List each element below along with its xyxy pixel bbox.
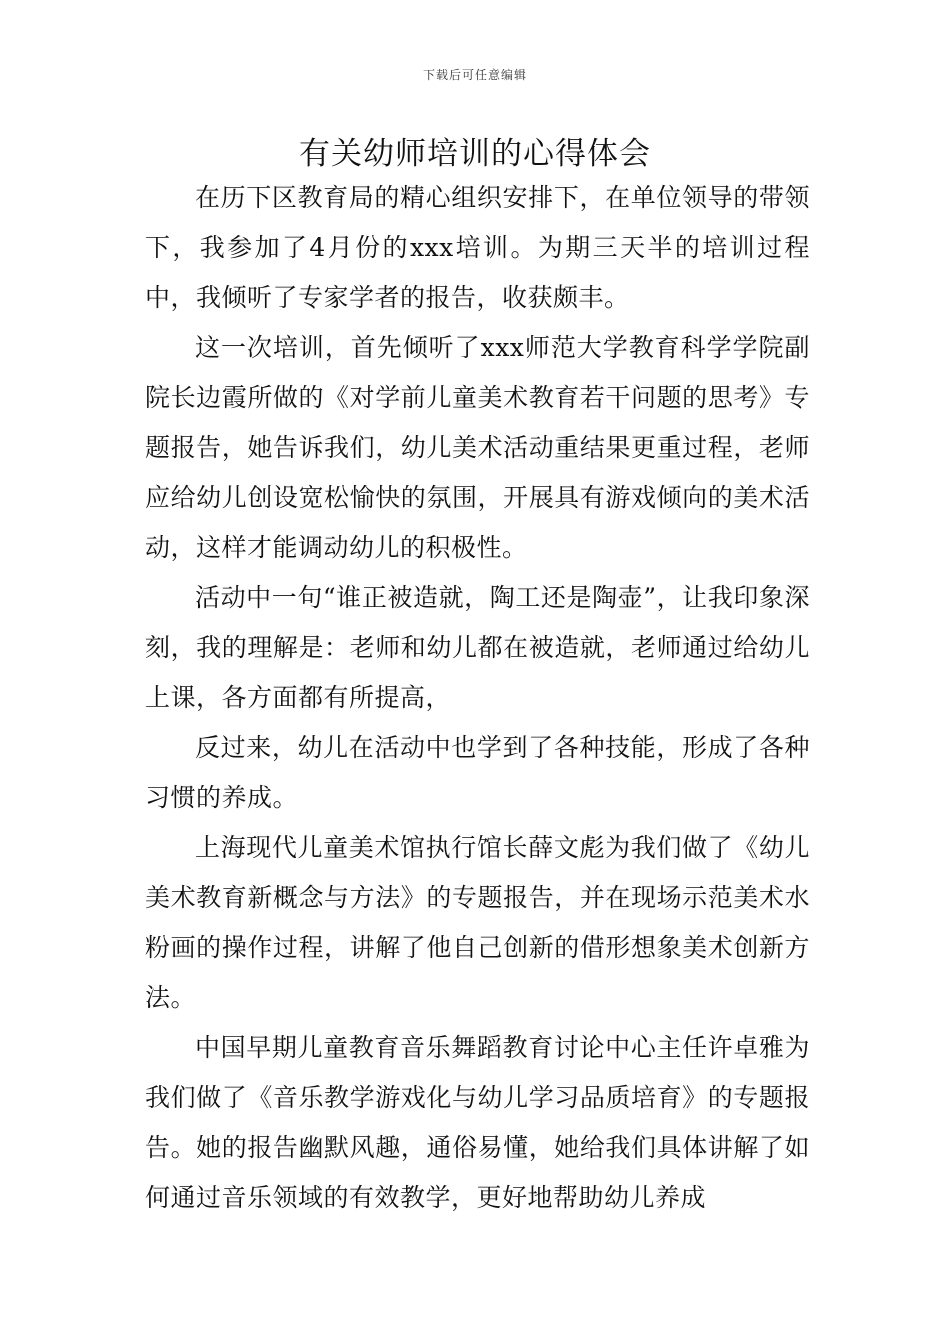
- document-title: 有关幼师培训的心得体会: [299, 136, 651, 172]
- paragraph-5: 上海现代儿童美术馆执行馆长薛文彪为我们做了《幼儿美术教育新概念与方法》的专题报告，并在现场示范美术水粉画的操作过程，讲解了他自己创新的借形想象美术创新方法。: [145, 833, 810, 1012]
- paragraph-1: 在历下区教育局的精心组织安排下，在单位领导的带领下，我参加了4月份的xxx培训。为期三天半的培训过程中，我倾听了专家学者的报告，收获颇丰。: [145, 183, 810, 312]
- paragraph-6: 中国早期儿童教育音乐舞蹈教育讨论中心主任许卓雅为我们做了《音乐教学游戏化与幼儿学习品质培育》的专题报告。她的报告幽默风趣，通俗易懂，她给我们具体讲解了如何通过音乐领域的有效教学，更好地帮助幼儿养成: [145, 1033, 810, 1212]
- header-note: 下载后可任意编辑: [422, 68, 527, 82]
- paragraph-2: 这一次培训，首先倾听了xxx师范大学教育科学学院副院长边霞所做的《对学前儿童美术教育若干问题的思考》专题报告，她告诉我们，幼儿美术活动重结果更重过程，老师应给幼儿创设宽松愉快的氛围，开展具有游戏倾向的美术活动，这样才能调动幼儿的积极性。: [145, 333, 810, 562]
- paragraph-4: 反过来，幼儿在活动中也学到了各种技能，形成了各种习惯的养成。: [145, 733, 810, 812]
- paragraph-3: 活动中一句“谁正被造就，陶工还是陶壶”，让我印象深刻，我的理解是：老师和幼儿都在被造就，老师通过给幼儿上课，各方面都有所提高，: [145, 583, 810, 712]
- document-body: [145, 173, 810, 1223]
